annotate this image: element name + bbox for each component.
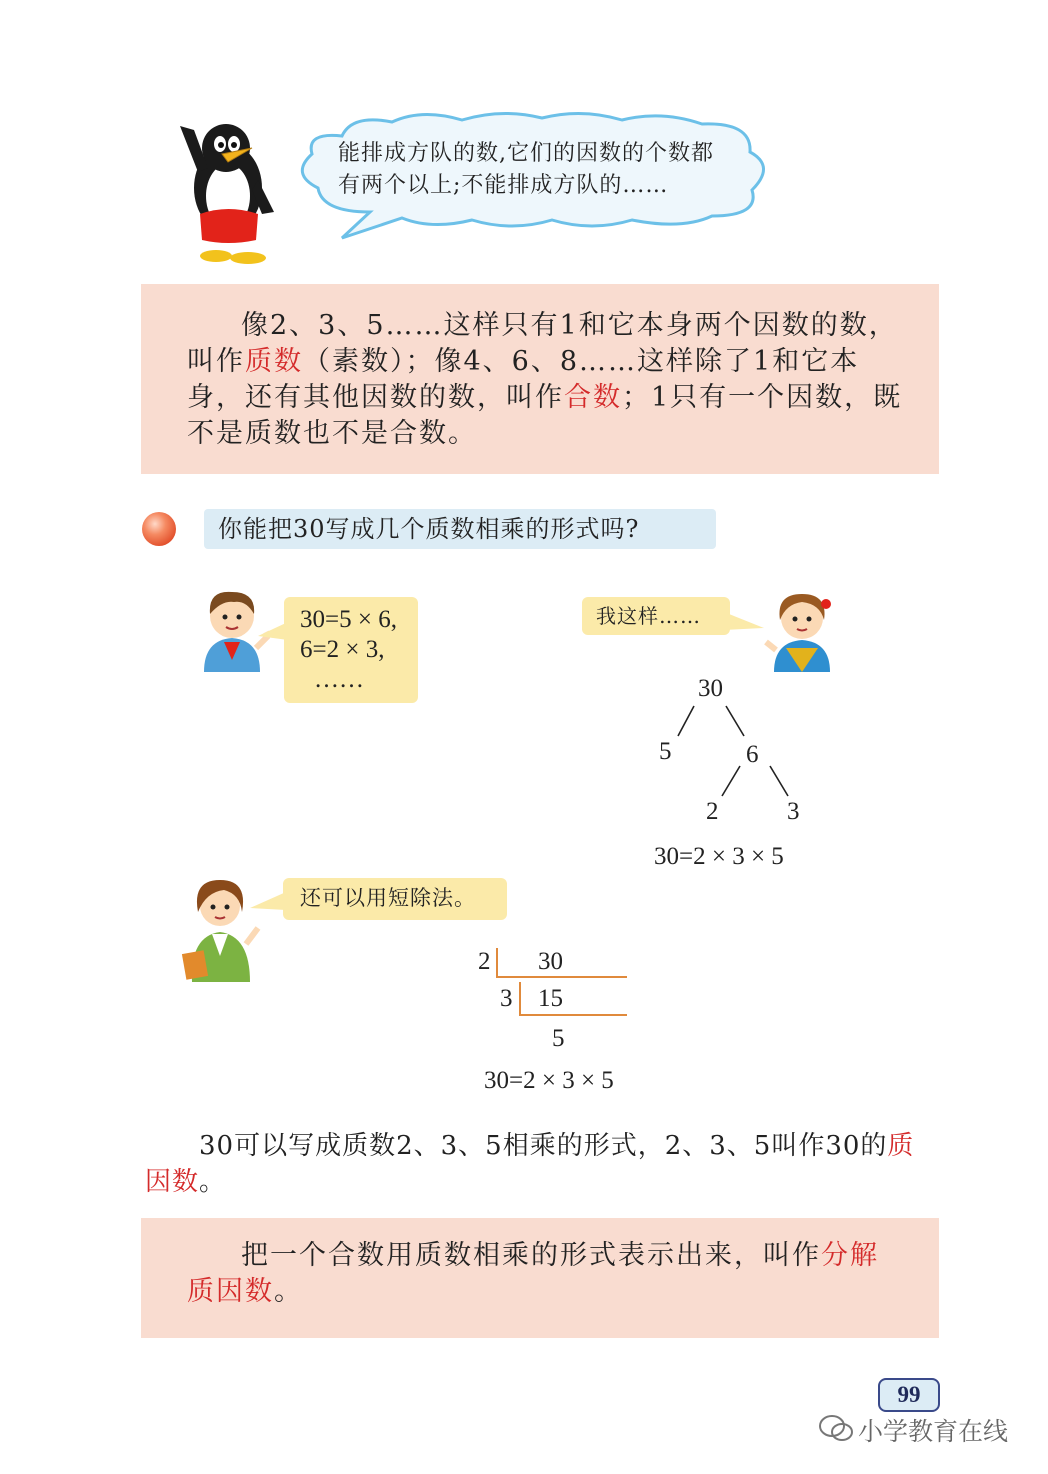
definition-text — [187, 308, 907, 452]
tree-branch — [678, 706, 694, 736]
penguin-speech-text — [338, 138, 758, 202]
tree-right2-node: 3 — [787, 798, 800, 825]
definition-text — [187, 1238, 907, 1310]
tree-root: 30 — [698, 675, 723, 702]
divisor-2: 3 — [500, 985, 513, 1012]
penguin-illustration — [172, 118, 284, 268]
quotient: 5 — [552, 1025, 565, 1052]
short-division-lines — [490, 946, 630, 1022]
boy-line-1: 30=5 × 6, — [300, 606, 397, 633]
dividend-1: 30 — [538, 948, 563, 975]
teacher-speech-text: 还可以用短除法。 — [300, 886, 476, 910]
penguin-speech-line-1: 能排成方队的数,它们的因数的个数都 — [338, 141, 714, 166]
divisor-1: 2 — [478, 948, 491, 975]
tree-left-node: 5 — [659, 738, 672, 765]
boy-line-2: 6=2 × 3, — [300, 636, 385, 663]
prime-factor-paragraph — [145, 1128, 939, 1200]
bubble-pointer — [250, 890, 286, 914]
bubble-pointer — [724, 610, 764, 634]
definition-part: 像2、3、5……这样只有1和它本身两个因数的数，叫作 — [187, 310, 898, 377]
definition-part: （素数）；像4、6、8……这样除了1和它本身，还有其他因数的数，叫作 — [187, 346, 860, 413]
term-prime-factorization: 分解质因数 — [187, 1240, 879, 1307]
definition-part: ；1只有一个因数，既不是质数也不是合数。 — [187, 382, 903, 449]
tree-right-node: 6 — [746, 741, 759, 768]
definition-part: 。 — [274, 1276, 303, 1307]
conclusion-end: 。 — [199, 1167, 227, 1197]
girl-speech-text: 我这样…… — [596, 604, 701, 628]
tree-left2-node: 2 — [706, 798, 719, 825]
definition-part: 把一个合数用质数相乘的形式表示出来，叫作 — [241, 1240, 821, 1271]
tree-branch — [770, 766, 788, 796]
tree-branch — [722, 766, 740, 796]
teacher-illustration — [180, 872, 262, 982]
girl-illustration — [764, 588, 838, 672]
term-prime: 质数 — [245, 346, 303, 377]
definition-box-prime-composite — [141, 284, 939, 474]
conclusion-text: 30可以写成质数2、3、5相乘的形式，2、3、5叫作30的 — [199, 1131, 888, 1161]
tree-equation: 30=2 × 3 × 5 — [654, 843, 784, 870]
watermark-text: 小学教育在线 — [858, 1417, 1009, 1446]
wechat-icon — [818, 1414, 854, 1444]
term-composite: 合数 — [564, 382, 622, 413]
dividend-2: 15 — [538, 985, 563, 1012]
boy-speech-text — [300, 605, 397, 695]
boy-line-3: …… — [314, 666, 364, 693]
term-prime-factor: 质因数 — [145, 1131, 915, 1197]
question-bullet-icon — [142, 512, 176, 546]
definition-box-factorization — [141, 1218, 939, 1338]
penguin-speech-line-2: 有两个以上;不能排成方队的…… — [338, 173, 669, 198]
division-equation: 30=2 × 3 × 5 — [484, 1067, 614, 1094]
tree-branch — [726, 706, 744, 736]
question-text: 你能把30写成几个质数相乘的形式吗? — [218, 515, 640, 543]
page-number: 99 — [878, 1378, 940, 1412]
